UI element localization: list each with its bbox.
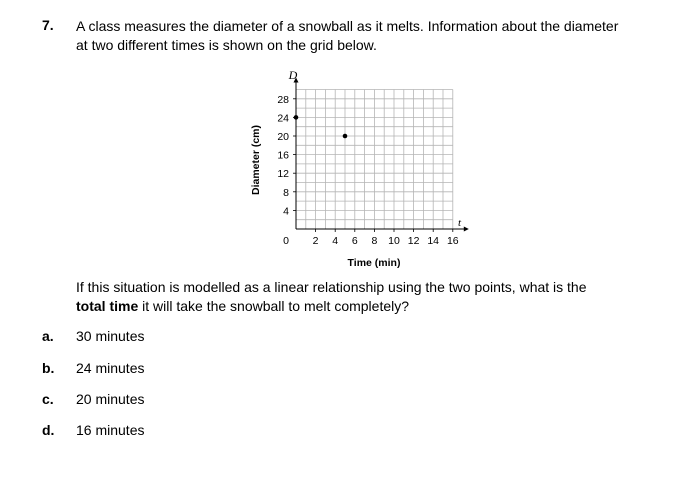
diameter-time-graph xyxy=(240,62,480,277)
x-axis-arrow xyxy=(464,227,469,232)
grid-lines xyxy=(296,90,453,230)
option-letter: d. xyxy=(42,422,55,438)
tick-labels xyxy=(277,94,458,247)
option-text: 20 minutes xyxy=(76,391,145,407)
question-number: 7. xyxy=(42,17,54,33)
data-point xyxy=(343,134,348,139)
x-tick-label: 8 xyxy=(371,235,378,247)
x-tick-label: 2 xyxy=(312,235,319,247)
y-tick-label: 24 xyxy=(277,112,289,125)
x-axis-label: Time (min) xyxy=(347,257,401,269)
y-axis-label: Diameter (cm) xyxy=(250,124,262,196)
y-tick-label: 4 xyxy=(283,205,289,218)
y-tick-label: 28 xyxy=(277,93,289,106)
y-tick-label: 12 xyxy=(277,168,289,181)
x-tick-label: 10 xyxy=(388,235,400,247)
followup-question xyxy=(76,278,676,316)
data-point xyxy=(294,115,299,120)
question-text xyxy=(76,17,676,55)
option-text: 30 minutes xyxy=(76,328,145,344)
followup-line-1: If this situation is modelled as a linear relationship using the two points, what is the xyxy=(76,279,587,295)
x-tick-label: 12 xyxy=(407,235,420,247)
option-letter: b. xyxy=(42,360,55,376)
option-text: 16 minutes xyxy=(76,422,145,438)
followup-bold: total time xyxy=(76,298,139,314)
y-tick-label: 8 xyxy=(283,186,289,199)
x-axis-letter: t xyxy=(458,217,462,229)
followup-rest: it will take the snowball to melt completely? xyxy=(138,298,410,314)
option-text: 24 minutes xyxy=(76,360,145,376)
option-letter: c. xyxy=(42,391,54,407)
option-letter: a. xyxy=(42,328,54,344)
question-line-1: A class measures the diameter of a snowball as it melts. Information about the diameter xyxy=(76,18,619,34)
y-tick-label: 20 xyxy=(277,131,289,143)
origin-label: 0 xyxy=(283,235,289,247)
question-line-2: at two different times is shown on the grid below. xyxy=(76,37,377,53)
y-axis-letter: D xyxy=(288,68,298,82)
x-tick-label: 6 xyxy=(351,235,358,247)
y-tick-label: 16 xyxy=(277,149,289,162)
x-tick-label: 14 xyxy=(427,235,440,247)
x-tick-label: 4 xyxy=(332,235,339,247)
x-tick-label: 16 xyxy=(446,235,459,247)
